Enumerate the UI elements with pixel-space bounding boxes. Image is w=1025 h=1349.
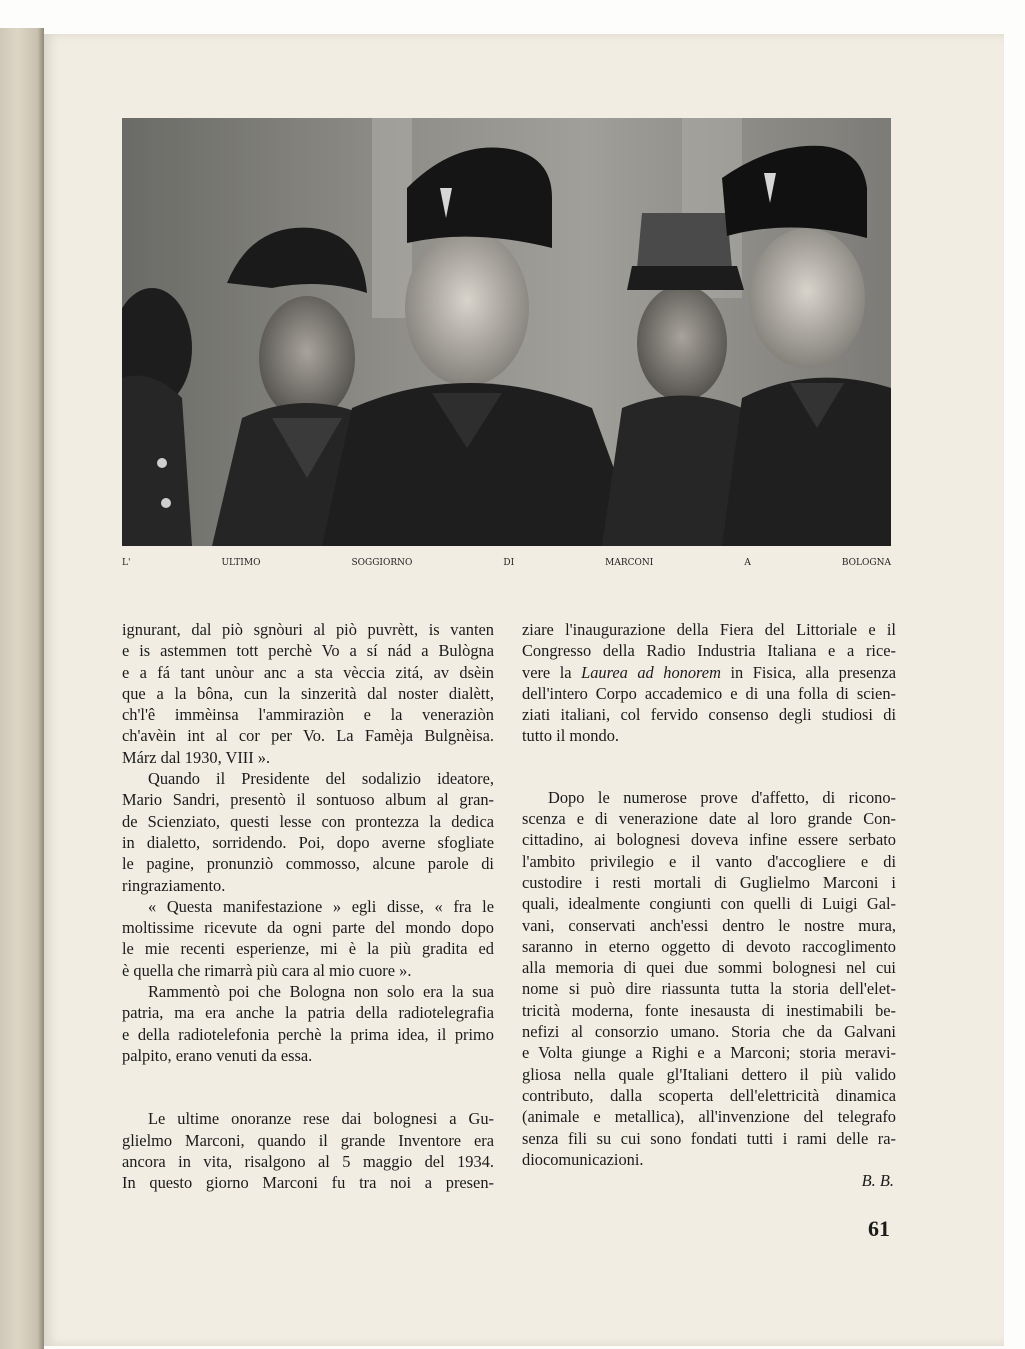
- paragraph: [522, 787, 896, 1170]
- text-line: nefizi al consorzio umano. Storia che da Galvani: [522, 1022, 896, 1042]
- text-line: ch'avèin int al cor per Vo. La Famèja Bulgnèisa.: [122, 726, 494, 746]
- text-line: ziati italiani, col fervido consenso degli studiosi di: [522, 705, 896, 725]
- text-line: e della radiotelefonia perchè la prima idea, il primo: [122, 1024, 494, 1044]
- photograph: [122, 118, 891, 546]
- text-line: senza fili su cui sono fondati tutti i rami delle ra-: [522, 1128, 896, 1148]
- paragraph: [122, 896, 494, 981]
- text-line: « Questa manifestazione » egli disse, « fra le: [148, 896, 494, 916]
- section-gap: [122, 1066, 494, 1108]
- italic-title: Laurea ad honorem: [581, 662, 721, 682]
- text-line: tutto il mondo.: [522, 726, 619, 746]
- text-line: le mie recenti esperienze, mi è la più gradita ed: [122, 939, 494, 959]
- text-line: ziare l'inaugurazione della Fiera del Littoriale e il: [522, 620, 896, 639]
- text-line: Congresso della Radio Industria Italiana e a rice-: [522, 641, 896, 661]
- right-text-column: [522, 619, 896, 1191]
- text-line: alla memoria di quei due sommi bolognesi nel cui: [522, 958, 896, 978]
- paragraph: [122, 981, 494, 1066]
- text-line: (animale e metallica), all'invenzione del telegrafo: [522, 1107, 896, 1127]
- text-line: tricità moderna, fonte inesausta di inestimabili be-: [522, 1000, 896, 1020]
- text-line: ignurant, dal piò sgnòuri al piò puvrètt, is vanten: [122, 620, 494, 639]
- text-line: Márz dal 1930, VIII ».: [122, 747, 271, 767]
- text-line: custodire i resti mortali di Guglielmo Marconi i: [522, 872, 896, 892]
- text-line: cittadino, ai bolognesi doveva infine essere serbato: [522, 830, 896, 850]
- text-line: e a fá tant unòur anc a sta vèccia zitá, av dsèin: [122, 662, 494, 682]
- author-signature: B. B.: [861, 1171, 894, 1191]
- text-line: le pagine, pronunziò commosso, alcune parole di: [122, 854, 494, 874]
- text-line: è quella che rimarrà più cara al mio cuore ».: [122, 960, 412, 980]
- caption-word: SOGGIORNO: [351, 558, 413, 568]
- paragraph: [122, 1108, 494, 1193]
- text-line: in dialetto, sorridendo. Poi, dopo averne sfogliate: [122, 832, 494, 852]
- text-line: e is astemmen tott perchè Vo a sí nád a Bulògna: [122, 641, 494, 661]
- text-line: palpito, erano venuti da essa.: [122, 1045, 313, 1065]
- text-line: que a la bôna, cun la sinzerità dal noster dialètt,: [122, 683, 494, 703]
- text-line: vani, conservati anch'essi dentro le nostre mura,: [522, 915, 896, 935]
- text-line: Rammentò poi che Bologna non solo era la sua: [148, 982, 494, 1002]
- caption-word: L': [122, 558, 131, 568]
- text-line: e Volta giunge a Righi e a Marconi; storia meravi-: [522, 1043, 896, 1063]
- text-line: Le ultime onoranze rese dai bolognesi a Gu-: [148, 1109, 494, 1129]
- photograph-illustration: [122, 118, 891, 546]
- left-text-column: [122, 619, 494, 1193]
- text-run: vere la: [522, 662, 582, 682]
- text-line: In questo giorno Marconi fu tra noi a presen-: [122, 1173, 494, 1193]
- caption-word: BOLOGNA: [841, 558, 891, 568]
- paragraph: [122, 768, 494, 896]
- caption-word: MARCONI: [605, 558, 654, 568]
- paragraph: [122, 619, 494, 768]
- text-line: contributo, dalla scoperta dell'elettricità dinamica: [522, 1085, 896, 1105]
- text-run: in Fisica, alla presenza: [720, 662, 896, 682]
- caption-word: ULTIMO: [221, 558, 261, 568]
- paragraph: [522, 619, 896, 747]
- text-line: de Scienziato, questi lesse con prontezza la dedica: [122, 811, 494, 831]
- caption-word: A: [744, 558, 751, 568]
- text-line: Quando il Presidente del sodalizio ideatore,: [148, 769, 494, 789]
- text-line: ringraziamento.: [122, 875, 226, 895]
- text-line: nome si può dire riassunta tutta la storia dell'elet-: [522, 979, 896, 999]
- page-number: 61: [868, 1216, 890, 1241]
- text-line-mixed: [522, 662, 896, 683]
- text-line: l'ambito privilegio e il vanto d'accogliere e di: [522, 851, 896, 871]
- text-line: patria, ma era anche la patria della radiotelegrafia: [122, 1003, 494, 1023]
- text-line: Mario Sandri, presentò il sontuoso album al gran-: [122, 790, 494, 810]
- left-page-edge: [0, 28, 44, 1349]
- text-line: ancora in vita, risalgono al 5 maggio del 1934.: [122, 1151, 494, 1171]
- caption-word: DI: [503, 558, 515, 568]
- text-line: quali, idealmente congiunti con quelli di Luigi Gal-: [522, 894, 896, 914]
- text-line: moltissime ricevute da ogni parte del mondo dopo: [122, 918, 494, 938]
- text-line: dell'intero Corpo accademico e di una folla di scien-: [522, 683, 896, 703]
- text-line: diocomunicazioni.: [522, 1149, 644, 1169]
- photo-caption: [122, 558, 891, 568]
- text-line: saranno in eterno oggetto di devoto raccoglimento: [522, 936, 896, 956]
- text-line: ch'l'ê immèinsa l'ammiraziòn e la veneraziòn: [122, 705, 494, 725]
- text-line: scenza e di venerazione date al loro grande Con-: [522, 809, 896, 829]
- text-line: Dopo le numerose prove d'affetto, di ricono-: [548, 787, 896, 807]
- section-gap: [522, 747, 896, 787]
- text-line: gliosa nella quale gl'Italiani dettero il più valido: [522, 1064, 896, 1084]
- text-line: glielmo Marconi, quando il grande Inventore era: [122, 1130, 494, 1150]
